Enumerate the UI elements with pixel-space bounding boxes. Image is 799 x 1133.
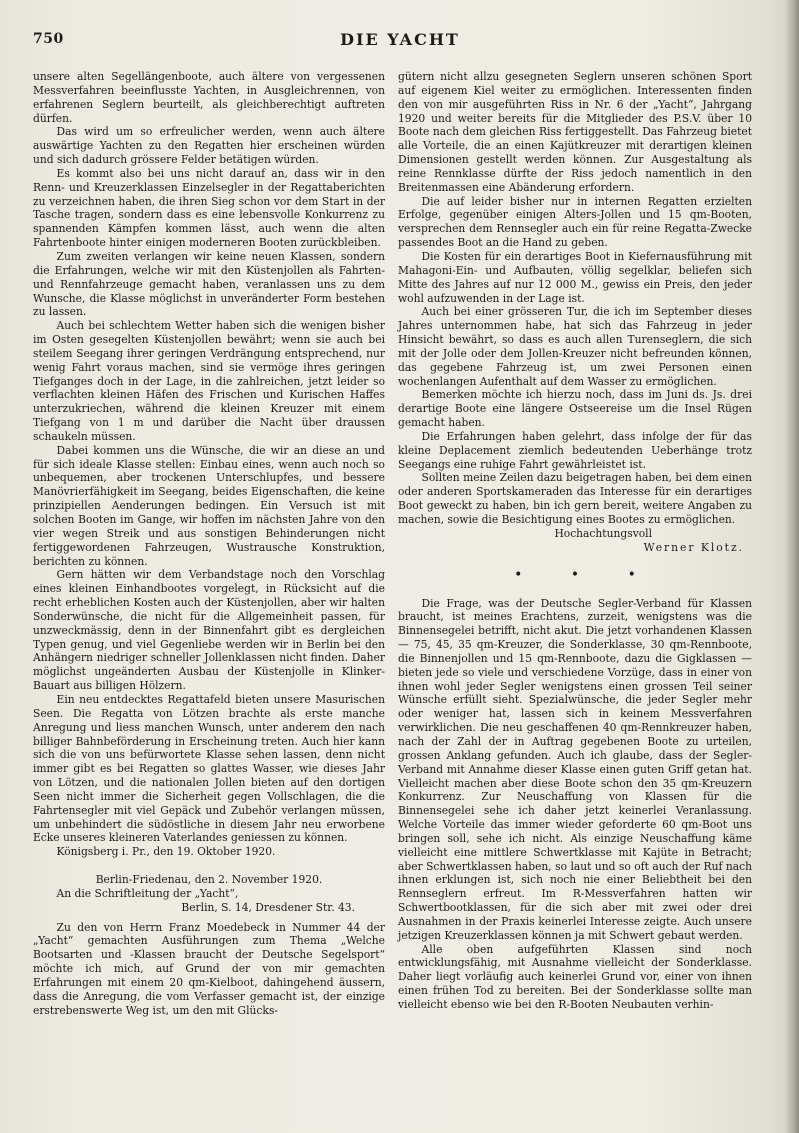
paragraph: Auch bei einer grösseren Tur, die ich im September dieses Jahres unternommen habe, hat sich das Fahrzeug in jeder Hinsicht bewährt, so dass es auch allen Turenseglern, die sich mit der Jolle oder dem Jollen-Kreuzer nicht befreunden können, das gegebene Fahrzeug ist, um zwei Personen einen wochenlangen Aufenthalt auf dem Wasser zu ermöglichen. [398,305,752,388]
paragraph: Gern hätten wir dem Verbandstage noch den Vorschlag eines kleinen Einhandbootes vorgelegt, in Rücksicht auf die recht erheblichen Kosten auch der Küstenjollen, aber wir halten Sonderwünsche, die nicht für die Allgemeinheit passen, für unzweckmässig, denn in der Binnenfahrt gibt es dergleichen Typen genug, und viel Gegenliebe werden wir in Berlin bei den Anhängern niedriger schneller Jollenklassen nicht finden. Daher möglichst ungeänderten Ausbau der Küstenjolle in Klinker-Bauart aus billigen Hölzern. [33,568,385,693]
letter-recipient: An die Schriftleitung der „Yacht“, [56,886,239,900]
left-column [33,70,385,1018]
paragraph: Dabei kommen uns die Wünsche, die wir an diese an und für sich ideale Klasse stellen: Einbau eines, wenn auch noch so unbequemen, aber trockenen Unterschlupfes, und bessere Manövrierfähigkeit im Seegang, beides Eigenschaften, die keine prinzipiellen Aenderungen bedingen. Ein Versuch ist mit solchen Booten im Gange, wir hoffen im nächsten Jahre von den vier wegen Streik und aus sonstigen Behinderungen nicht fertiggewordenen Fahrzeugen, Wustrausche Konstruktion, berichten zu können. [33,443,385,568]
paragraph: Zum zweiten verlangen wir keine neuen Klassen, sondern die Erfahrungen, welche wir mit den Küstenjollen als Fahrten- und Rennfahrzeuge gemacht haben, veranlassen uns zu dem Wunsche, die Klasse möglichst in unveränderter Form bestehen zu lassen. [33,249,385,319]
paragraph: unsere alten Segellängenboote, auch ältere von vergessenen Messverfahren beeinflusste Yachten, in Ausgleichrennen, von erfahrenen Seglern beurteilt, als gleichberechtigt auftreten dürfen. [33,70,385,125]
paragraph: Die Frage, was der Deutsche Segler-Verband für Klassen braucht, ist meines Erachtens, zurzeit, wenigstens was die Binnensegelei betrifft, nicht akut. Die jetzt vorhandenen Klassen — 75, 45, 35 qm-Kreuzer, die Sonderklasse, 30 qm-Rennboote, die Binnenjollen und 15 qm-Rennboote, dazu die Gigklassen — bieten jede so viele und verschiedene Vorzüge, dass in einer von ihnen wohl jeder Segler wenigstens einen grossen Teil seiner Wünsche erfüllt sieht. Spezialwünsche, die jeder Segler mehr oder weniger hat, lassen sich in keinem Messverfahren verwirklichen. Die neu geschaffenen 40 qm-Rennkreuzer haben, nach der Zahl der in Auftrag gegebenen Boote zu urteilen, grossen Anklang gefunden. Auch ich glaube, dass der Segler-Verband mit Annahme dieser Klasse einen guten Griff getan hat. Vielleicht machen aber diese Boote schon den 35 qm-Kreuzern Konkurrenz. Zur Neuschaffung von Klassen für die Binnensegelei sehe ich daher jetzt keinerlei Veranlassung. Welche Vorteile das immer wieder geforderte 60 qm-Boot uns bringen soll, sehe ich nicht. Als einzige Neuschaffung käme vielleicht eine mittlere Schwertklasse mit Kajüte in Betracht; aber Schwertklassen haben, so laut und so oft auch der Ruf nach ihnen erklungen ist, sich noch nie einer Beliebtheit bei den Rennseglern erfreut. Im R-Messverfahren hatten wir Schwertbootklassen, für die sich aber mit zwei oder drei Ausnahmen in der Praxis keinerlei Interesse zeigte. Auch unsere jetzigen Kreuzerklassen können ja mit Schwert gebaut werden. [398,596,752,942]
closing-phrase: Hochachtungsvoll [554,526,652,540]
paragraph: Das wird um so erfreulicher werden, wenn auch ältere auswärtige Yachten zu den Regatten hier erscheinen würden und sich dadurch grössere Felder betätigen würden. [33,125,385,167]
paragraph: Die Erfahrungen haben gelehrt, dass infolge der für das kleine Deplacement ziemlich bedeutenden Ueberhänge trotz Seegangs eine ruhige Fahrt gewährleistet ist. [398,429,752,471]
letter-date: Berlin-Friedenau, den 2. November 1920. [95,873,323,887]
paragraph: Die Kosten für ein derartiges Boot in Kiefernausführung mit Mahagoni-Ein- und Aufbauten, völlig segelklar, beliefen sich Mitte des Jahres auf nur 12 000 M., gewiss ein Preis, den jeder wohl aufzuwenden in der Lage ist. [398,249,752,305]
section-separator: • • • [514,566,658,583]
signoff-place-date: Königsberg i. Pr., den 19. Oktober 1920. [56,845,276,859]
paragraph: Es kommt also bei uns nicht darauf an, dass wir in den Renn- und Kreuzerklassen Einzelsegler in der Regattaberichten zu verzeichnen haben, die ihren Sieg schon vor dem Start in der Tasche tragen, sondern dass es eine lebensvolle Konkurrenz zu spannenden Kämpfen kommen lässt, auch wenn die alten Fahrtenboote hinter einigen moderneren Booten zurückbleiben. [33,166,385,250]
paragraph: Ein neu entdecktes Regattafeld bieten unsere Masurischen Seen. Die Regatta von Lötzen brachte als erste manche Anregung und liess manchen Wunsch, unter anderem den nach billiger Bahnbeförderung in Erscheinung treten. Auch hier kann sich die von uns befürwortete Klasse sehen lassen, denn nicht immer gibt es bei Regatten so glattes Wasser, wie dieses Jahr von Lötzen, und die nationalen Jollen bieten auf den dortigen Seen nicht immer die Sicherheit gegen Vollschlagen, die die Fahrtensegler mit viel Gepäck und Zubehör verlangen müssen, um unbehindert die südöstliche in diesem Jahr neu erworbene Ecke unseres kleineren Vaterlandes geniessen zu können. [33,692,385,845]
spacer [33,859,385,873]
paragraph: Die auf leider bisher nur in internen Regatten erzielten Erfolge, gegenüber einigen Alters-Jollen und 15 qm-Booten, versprechen dem Rennsegler auch ein für reine Regatta-Zwecke passendes Boot an die Hand zu geben. [398,194,752,250]
paragraph: Sollten meine Zeilen dazu beigetragen haben, bei dem einen oder anderen Sportskameraden das Interesse für ein derartiges Boot geweckt zu haben, bin ich gern bereit, weitere Angaben zu machen, sowie die Besichtigung eines Bootes zu ermöglichen. [398,471,752,526]
paragraph: Auch bei schlechtem Wetter haben sich die wenigen bisher im Osten gesegelten Küstenjollen bewährt; wenn sie auch bei steilem Seegang ihrer geringen Verdrängung entsprechend, nur wenig Fahrt voraus machen, sind sie vermöge ihres geringen Tiefganges doch in der Lage, in die zahlreichen, jetzt leider so verflachten kleinen Häfen des Frischen und Kurischen Haffes unterzukriechen, während die kleinen Kreuzer mit einem Tiefgang von 1 m und darüber die Nacht über draussen schaukeln müssen. [33,319,385,443]
paragraph: Zu den von Herrn Franz Moedebeck in Nummer 44 der „Yacht“ gemachten Ausführungen zum Thema „Welche Bootsarten und -Klassen braucht der Deutsche Segelsport“ möchte ich mich, auf Grund der von mir gemachten Erfahrungen mit einem 20 qm-Kielboot, dahingehend äussern, dass die Anregung, die vom Verfasser gemacht ist, der einzige erstrebenswerte Weg ist, um den mit Glücks- [33,920,385,1017]
page-number: 750 [33,31,64,47]
paragraph: Bemerken möchte ich hierzu noch, dass im Juni ds. Js. drei derartige Boote eine längere Ostseereise um die Insel Rügen gemacht haben. [398,388,752,430]
paragraph: Alle oben aufgeführten Klassen sind noch entwicklungsfähig, mit Ausnahme vielleicht der Sonderklasse. Daher liegt vorläufig auch keinerlei Grund vor, einer von ihnen einen frühen Tod zu bereiten. Bei der Sonderklasse sollte man vielleicht ebenso wie bei den R-Booten Neubauten verhin- [398,942,752,1011]
right-column [398,70,752,1012]
running-head: DIE YACHT [340,30,460,49]
paragraph: gütern nicht allzu gesegneten Seglern unseren schönen Sport auf eigenem Kiel weiter zu ermöglichen. Interessenten finden den von mir ausgeführten Riss in Nr. 6 der „Yacht“, Jahrgang 1920 und weiter bereits für die Mitglieder des P.S.V. über 10 Boote nach dem gleichen Riss fertiggestellt. Das Fahrzeug bietet alle Vorteile, die an einen Kajütkreuzer mit derartigen kleinen Dimensionen gestellt werden können. Zur Ausgestaltung als reine Rennklasse dürfte der Riss jedoch namentlich in den Breitenmassen eine Abänderung erfordern. [398,70,752,194]
page-edge-shadow [785,0,799,1133]
letter-address: Berlin, S. 14, Dresdener Str. 43. [181,900,355,914]
signature: Werner Klotz. [643,540,744,554]
